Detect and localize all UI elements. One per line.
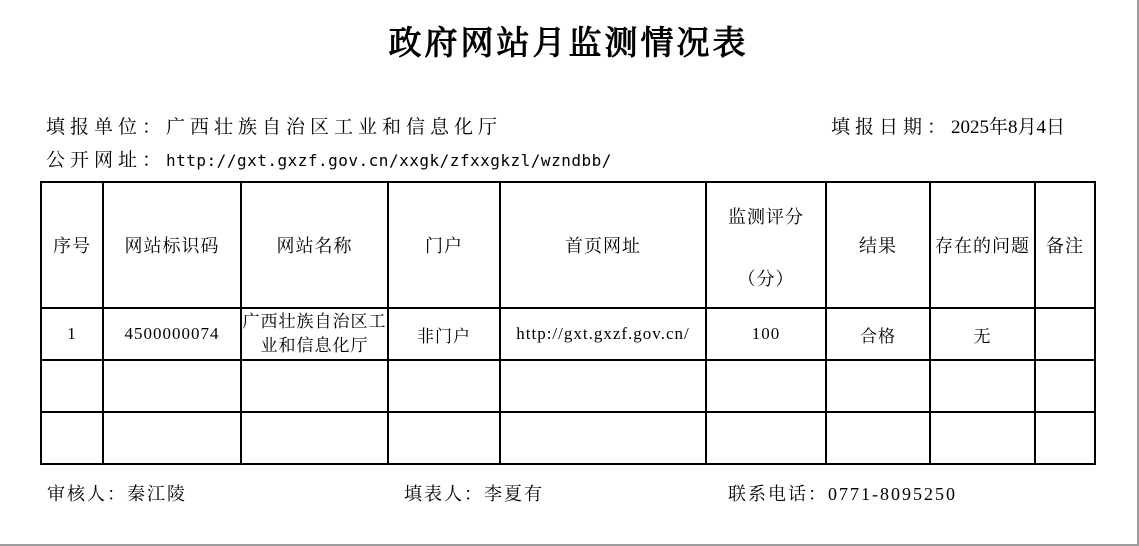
reporting-date: [831, 114, 1065, 141]
score-header-line1: 监测评分: [728, 207, 804, 227]
empty-cell: [930, 412, 1035, 464]
contact-phone: [728, 480, 957, 506]
empty-cell: [41, 360, 103, 412]
preparer: [404, 480, 544, 506]
reviewer-label: 审核人：: [47, 484, 127, 504]
empty-cell: [388, 412, 500, 464]
cell-result: 合格: [826, 308, 930, 360]
public-url-row: [0, 147, 1137, 174]
empty-cell: [1035, 412, 1095, 464]
reviewer: [47, 480, 187, 506]
empty-cell: [826, 412, 930, 464]
empty-cell: [706, 360, 826, 412]
preparer-label: 填表人：: [404, 484, 484, 504]
report-meta-row: [0, 114, 1137, 141]
empty-cell: [241, 412, 388, 464]
empty-cell: [1035, 360, 1095, 412]
cell-site-name: 广西壮族自治区工业和信息化厅: [241, 308, 388, 360]
cell-seq: 1: [41, 308, 103, 360]
col-header-remark: 备注: [1035, 182, 1095, 308]
cell-portal: 非门户: [388, 308, 500, 360]
cell-score: 100: [706, 308, 826, 360]
preparer-value: 李夏有: [484, 484, 544, 504]
col-header-portal: 门户: [388, 182, 500, 308]
cell-homepage-url: http://gxt.gxzf.gov.cn/: [500, 308, 706, 360]
score-header-stack: [707, 183, 825, 307]
empty-cell: [500, 360, 706, 412]
page-title: 政府网站月监测情况表: [388, 26, 749, 62]
empty-cell: [826, 360, 930, 412]
col-header-seq: 序号: [41, 182, 103, 308]
public-url-value: http://gxt.gxzf.gov.cn/xxgk/zfxxgkzl/wzndbb/: [166, 151, 612, 170]
contact-phone-value: 0771-8095250: [828, 484, 957, 504]
empty-cell: [103, 360, 241, 412]
contact-phone-label: 联系电话：: [728, 484, 828, 504]
monitoring-table: [40, 181, 1096, 465]
cell-issues: 无: [930, 308, 1035, 360]
public-url-label: 公开网址：: [46, 150, 167, 171]
empty-cell: [388, 360, 500, 412]
table-row-empty: [41, 360, 1095, 412]
reviewer-value: 秦江陵: [127, 484, 187, 504]
col-header-homepage-url: 首页网址: [500, 182, 706, 308]
empty-cell: [41, 412, 103, 464]
col-header-score: [706, 182, 826, 308]
col-header-site-code: 网站标识码: [103, 182, 241, 308]
empty-cell: [500, 412, 706, 464]
col-header-site-name: 网站名称: [241, 182, 388, 308]
reporting-unit-value: 广西壮族自治区工业和信息化厅: [166, 117, 503, 138]
table-row: [41, 308, 1095, 360]
empty-cell: [930, 360, 1035, 412]
signature-row: [0, 480, 1137, 510]
score-header-line2: （分）: [737, 269, 795, 289]
reporting-unit-label: 填报单位：: [46, 117, 167, 138]
empty-cell: [103, 412, 241, 464]
col-header-result: 结果: [826, 182, 930, 308]
cell-site-code: 4500000074: [103, 308, 241, 360]
empty-cell: [241, 360, 388, 412]
table-header-row: [41, 182, 1095, 308]
empty-cell: [706, 412, 826, 464]
cell-remark: [1035, 308, 1095, 360]
reporting-date-value: 2025年8月4日: [950, 117, 1065, 138]
table-row-empty: [41, 412, 1095, 464]
reporting-unit: [46, 114, 502, 141]
col-header-issues: 存在的问题: [930, 182, 1035, 308]
reporting-date-label: 填报日期：: [830, 117, 951, 138]
